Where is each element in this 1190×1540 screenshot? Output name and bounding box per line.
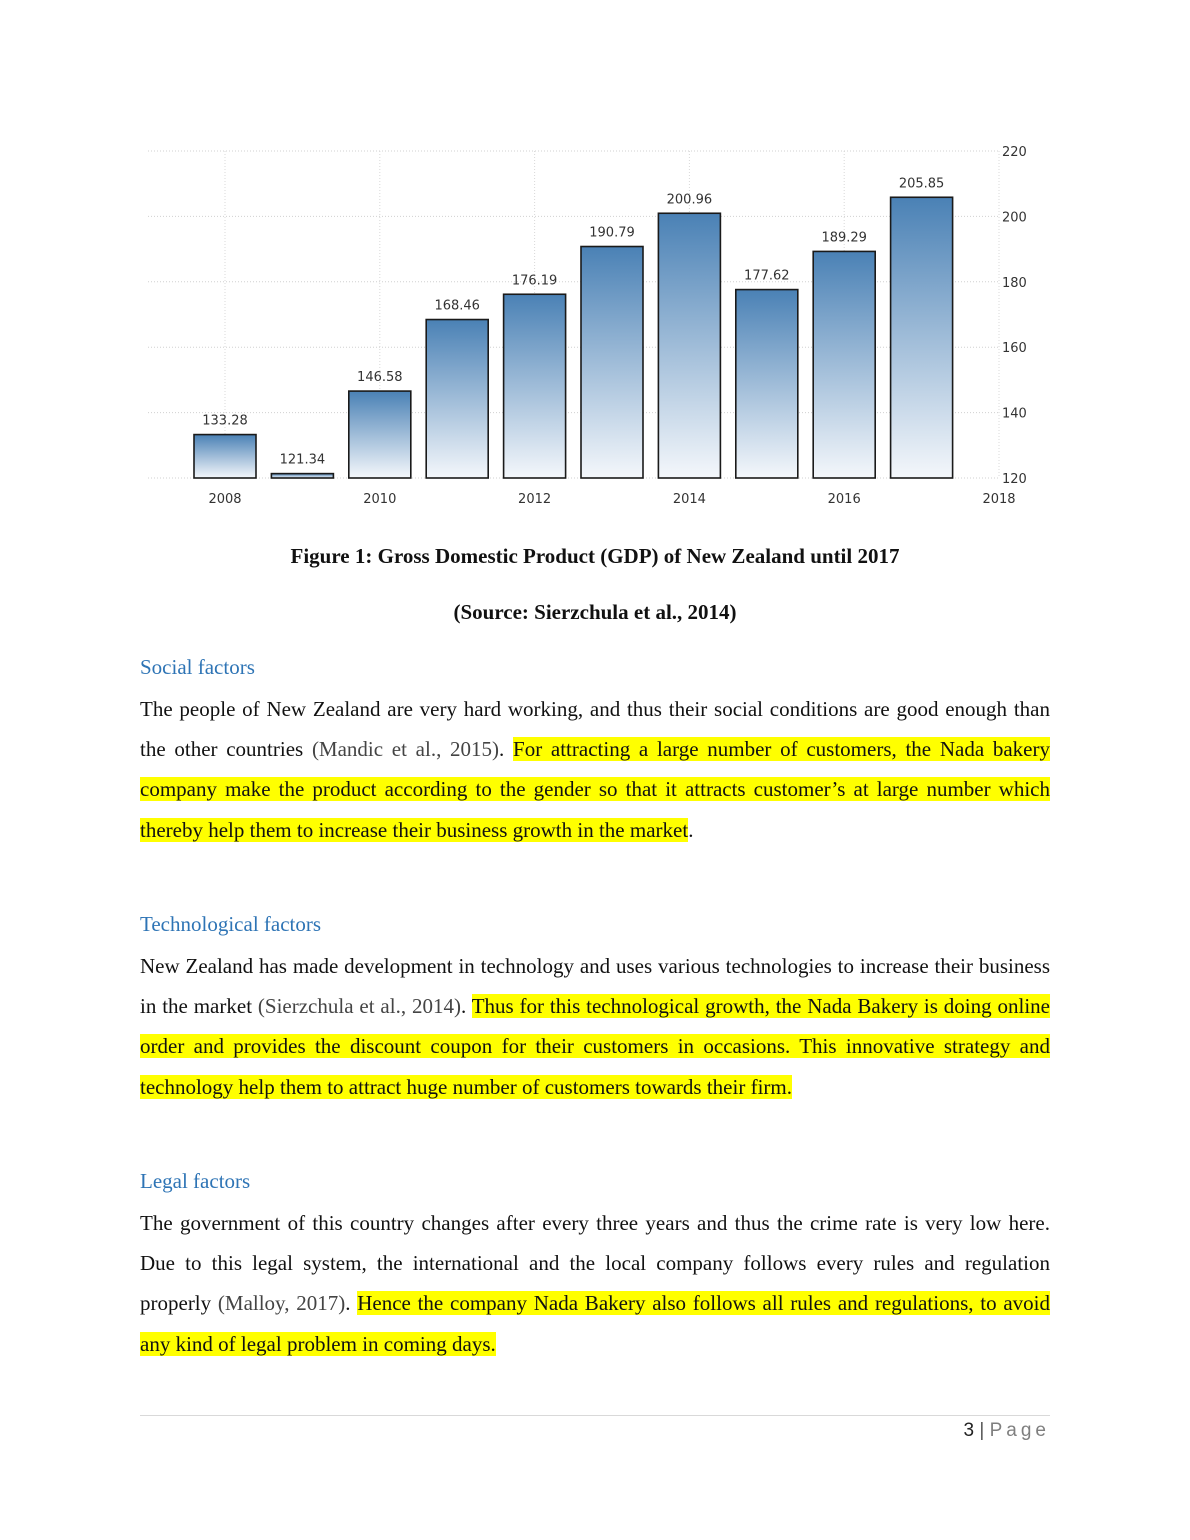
x-tick-label: 2008: [208, 492, 242, 507]
data-label: 168.46: [434, 298, 480, 314]
highlighted-text: For attracting a large number of customers, the Nada bakery company make the product according to the gender so that it attracts customer’s at large number which thereby help them to increase their business growth in the market: [140, 737, 1050, 842]
data-label: 176.19: [511, 273, 558, 289]
y-tick-label: 220: [1002, 145, 1027, 160]
y-tick-label: 140: [1002, 406, 1027, 422]
body-text: New Zealand has made development in technology and uses various technologies to increase their business in the market: [140, 954, 1050, 1019]
section-body-social: [140, 689, 1050, 850]
page-label: Page: [989, 1420, 1050, 1441]
data-label: 177.62: [744, 268, 790, 284]
citation: (Mandic et al., 2015): [311, 737, 500, 762]
data-label: 189.29: [821, 230, 867, 246]
page-number: 3: [963, 1420, 975, 1441]
bar: [658, 213, 720, 478]
citation: (Sierzchula et al., 2014): [257, 994, 461, 1019]
highlighted-text: Thus for this technological growth, the Nada Bakery is doing online order and provides the discount coupon for their customers in occasions. This innovative strategy and technology help them to attract huge number of customers towards their firm.: [140, 994, 1051, 1099]
footer-separator: |: [979, 1420, 985, 1441]
x-tick-label: 2012: [518, 492, 552, 507]
data-label: 200.96: [666, 192, 713, 208]
data-label: 190.79: [589, 225, 635, 241]
section-heading-technological: Technological factors: [140, 912, 322, 936]
bar: [891, 197, 953, 478]
x-tick-label: 2014: [672, 492, 706, 507]
figure-source: (Source: Sierzchula et al., 2014): [453, 600, 737, 624]
body-text: .: [688, 817, 694, 842]
gdp-bar-chart: [140, 135, 1040, 520]
x-tick-label: 2016: [827, 492, 861, 507]
body-text: The government of this country changes after every three years and thus the crime rate is very low here. Due to this legal system, the international and the local company follows every rules and regulation properly: [140, 1211, 1050, 1316]
data-label: 121.34: [279, 452, 326, 468]
bar: [581, 247, 643, 478]
body-text: The people of New Zealand are very hard working, and thus their social conditions are good enough than the other countries: [140, 697, 1050, 762]
x-tick-label: 2018: [982, 492, 1016, 507]
y-tick-label: 180: [1002, 275, 1027, 291]
figure-caption: Figure 1: Gross Domestic Product (GDP) of New Zealand until 2017: [290, 544, 900, 568]
bar: [271, 474, 333, 478]
data-label: 205.85: [898, 176, 945, 192]
body-text: .: [499, 737, 514, 762]
citation: (Malloy, 2017): [217, 1291, 346, 1316]
section-body-technological: [140, 946, 1050, 1107]
y-tick-label: 160: [1002, 341, 1027, 357]
y-tick-label: 120: [1002, 472, 1027, 487]
y-tick-label: 200: [1002, 210, 1027, 226]
section-body-legal: [140, 1203, 1050, 1364]
data-label: 146.58: [357, 370, 403, 386]
bar: [426, 320, 488, 478]
section-heading-legal: Legal factors: [140, 1169, 251, 1193]
data-label: 133.28: [202, 413, 248, 429]
x-tick-label: 2010: [363, 492, 397, 507]
bar: [736, 290, 798, 478]
bar: [349, 391, 411, 478]
body-text: .: [345, 1291, 358, 1316]
page-footer: [964, 1420, 1050, 1442]
bar: [504, 294, 566, 478]
section-heading-social: Social factors: [140, 655, 255, 679]
body-text: .: [460, 994, 472, 1019]
chart-canvas: [140, 135, 1040, 520]
bar: [813, 251, 875, 478]
bar: [194, 435, 256, 478]
highlighted-text: Hence the company Nada Bakery also follows all rules and regulations, to avoid any kind of legal problem in coming days.: [140, 1291, 1050, 1356]
footer-divider: [140, 1415, 1050, 1416]
